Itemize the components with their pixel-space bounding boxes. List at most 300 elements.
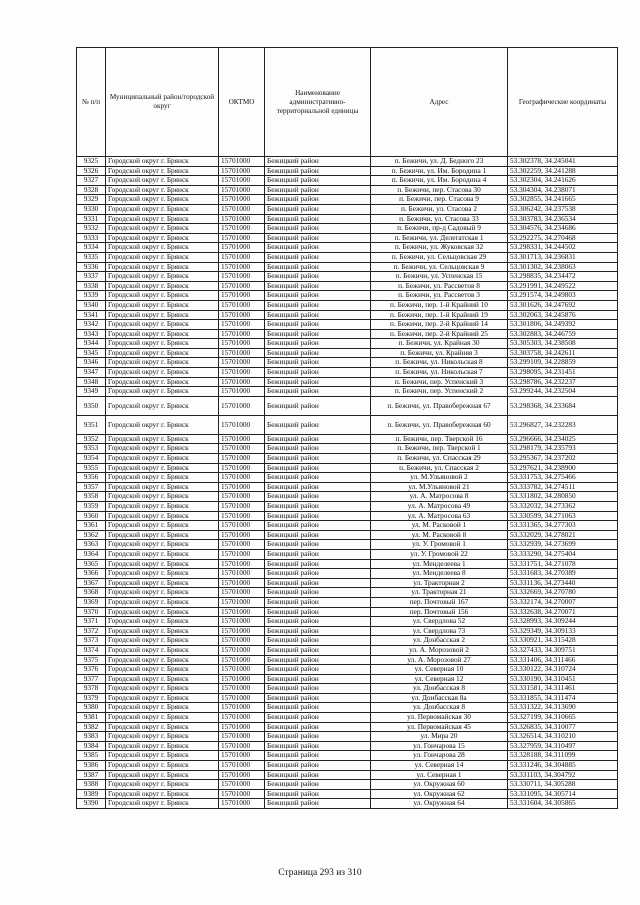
row-coordinates: 53.331365, 34.277303 [508, 521, 618, 531]
row-coordinates: 53.331246, 34.304885 [508, 761, 618, 771]
row-coordinates: 53.301806, 34.249392 [508, 320, 618, 330]
row-oktmo: 15701000 [219, 655, 265, 665]
row-number: 9349 [77, 387, 106, 397]
row-number: 9348 [77, 377, 106, 387]
row-oktmo: 15701000 [219, 339, 265, 349]
row-district: Городской округ г. Брянск [106, 377, 219, 387]
table-row [77, 214, 618, 224]
table-row [77, 713, 618, 723]
row-admin-unit: Бежицкий район [265, 252, 371, 262]
table-row [77, 243, 618, 253]
row-coordinates: 53.298331, 34.244502 [508, 243, 618, 253]
row-address: п. Бежичи, пер. Тверской 1 [371, 444, 508, 454]
row-number: 9354 [77, 454, 106, 464]
row-coordinates: 53.303783, 34.236534 [508, 214, 618, 224]
row-number: 9381 [77, 713, 106, 723]
row-address: ул. Мира 20 [371, 732, 508, 742]
row-number: 9363 [77, 540, 106, 550]
row-coordinates: 53.302855, 34.241665 [508, 195, 618, 205]
table-row [77, 396, 618, 415]
table-row [77, 521, 618, 531]
row-district: Городской округ г. Брянск [106, 492, 219, 502]
row-number: 9343 [77, 329, 106, 339]
row-coordinates: 53.291991, 34.249522 [508, 281, 618, 291]
row-coordinates: 53.330921, 34.315428 [508, 636, 618, 646]
table-row [77, 645, 618, 655]
row-address: ул. Тракторная 2 [371, 578, 508, 588]
row-admin-unit: Бежицкий район [265, 415, 371, 434]
row-coordinates: 53.332174, 34.270007 [508, 597, 618, 607]
table-row [77, 185, 618, 195]
row-admin-unit: Бежицкий район [265, 272, 371, 282]
row-coordinates: 53.296827, 34.232283 [508, 415, 618, 434]
page-number: Страница 293 из 310 [278, 868, 362, 878]
row-address: ул. А. Морозовой 27 [371, 655, 508, 665]
row-oktmo: 15701000 [219, 789, 265, 799]
row-number: 9385 [77, 751, 106, 761]
row-district: Городской округ г. Брянск [106, 530, 219, 540]
row-oktmo: 15701000 [219, 281, 265, 291]
row-oktmo: 15701000 [219, 578, 265, 588]
row-number: 9370 [77, 607, 106, 617]
row-admin-unit: Бежицкий район [265, 176, 371, 186]
row-number: 9344 [77, 339, 106, 349]
row-address: п. Бежичи, ул. Успенская 15 [371, 272, 508, 282]
row-address: п. Бежичи, ул. Спасская 29 [371, 454, 508, 464]
row-oktmo: 15701000 [219, 233, 265, 243]
row-admin-unit: Бежицкий район [265, 204, 371, 214]
row-coordinates: 53.303758, 34.242611 [508, 348, 618, 358]
row-coordinates: 53.331683, 34.270389 [508, 569, 618, 579]
row-oktmo: 15701000 [219, 243, 265, 253]
table-row [77, 224, 618, 234]
table-row [77, 415, 618, 434]
row-admin-unit: Бежицкий район [265, 368, 371, 378]
row-district: Городской округ г. Брянск [106, 434, 219, 444]
row-address: ул. М. Расковой 8 [371, 530, 508, 540]
row-district: Городской округ г. Брянск [106, 703, 219, 713]
row-address: ул. Свердлова 52 [371, 617, 508, 627]
row-admin-unit: Бежицкий район [265, 789, 371, 799]
row-admin-unit: Бежицкий район [265, 214, 371, 224]
row-coordinates: 53.332032, 34.273362 [508, 502, 618, 512]
row-district: Городской округ г. Брянск [106, 300, 219, 310]
row-address: пер. Почтовый 156 [371, 607, 508, 617]
row-admin-unit: Бежицкий район [265, 530, 371, 540]
row-address: ул. Окружная 62 [371, 789, 508, 799]
table-row [77, 329, 618, 339]
row-admin-unit: Бежицкий район [265, 741, 371, 751]
row-oktmo: 15701000 [219, 176, 265, 186]
row-admin-unit: Бежицкий район [265, 339, 371, 349]
row-district: Городской округ г. Брянск [106, 176, 219, 186]
row-address: п. Бежичи, пер. Стасова 9 [371, 195, 508, 205]
row-number: 9364 [77, 549, 106, 559]
row-district: Городской округ г. Брянск [106, 387, 219, 397]
row-address: ул. А. Морозовой 2 [371, 645, 508, 655]
row-district: Городской округ г. Брянск [106, 578, 219, 588]
row-number: 9377 [77, 674, 106, 684]
row-district: Городской округ г. Брянск [106, 511, 219, 521]
row-coordinates: 53.328993, 34.309244 [508, 617, 618, 627]
row-district: Городской округ г. Брянск [106, 415, 219, 434]
row-admin-unit: Бежицкий район [265, 166, 371, 176]
row-address: п. Бежичи, ул. Д. Бедного 23 [371, 157, 508, 167]
row-number: 9332 [77, 224, 106, 234]
row-coordinates: 53.331136, 34.273440 [508, 578, 618, 588]
row-number: 9342 [77, 320, 106, 330]
row-district: Городской округ г. Брянск [106, 789, 219, 799]
register-table [76, 47, 618, 809]
table-row [77, 492, 618, 502]
table-row [77, 597, 618, 607]
row-address: ул. Донбасская 8а [371, 693, 508, 703]
row-admin-unit: Бежицкий район [265, 224, 371, 234]
row-number: 9375 [77, 655, 106, 665]
row-district: Городской округ г. Брянск [106, 626, 219, 636]
row-number: 9339 [77, 291, 106, 301]
table-row [77, 339, 618, 349]
row-number: 9357 [77, 482, 106, 492]
row-oktmo: 15701000 [219, 252, 265, 262]
row-number: 9384 [77, 741, 106, 751]
row-oktmo: 15701000 [219, 684, 265, 694]
row-oktmo: 15701000 [219, 559, 265, 569]
row-coordinates: 53.331753, 34.275466 [508, 473, 618, 483]
row-number: 9369 [77, 597, 106, 607]
row-coordinates: 53.326835, 34.310077 [508, 722, 618, 732]
row-coordinates: 53.302063, 34.245876 [508, 310, 618, 320]
row-coordinates: 53.331604, 34.305865 [508, 799, 618, 809]
row-district: Городской округ г. Брянск [106, 368, 219, 378]
row-number: 9345 [77, 348, 106, 358]
row-oktmo: 15701000 [219, 204, 265, 214]
row-coordinates: 53.302883, 34.246759 [508, 329, 618, 339]
table-row [77, 741, 618, 751]
row-oktmo: 15701000 [219, 722, 265, 732]
row-oktmo: 15701000 [219, 645, 265, 655]
row-oktmo: 15701000 [219, 463, 265, 473]
row-coordinates: 53.330190, 34.310451 [508, 674, 618, 684]
row-address: п. Бежичи, ул. Рассветов 8 [371, 281, 508, 291]
row-district: Городской округ г. Брянск [106, 166, 219, 176]
row-address: п. Бежичи, ул. Им. Бородина 4 [371, 176, 508, 186]
row-admin-unit: Бежицкий район [265, 761, 371, 771]
row-number: 9351 [77, 415, 106, 434]
row-address: ул. М.Ульяновой 2 [371, 473, 508, 483]
row-coordinates: 53.331751, 34.271078 [508, 559, 618, 569]
row-coordinates: 53.330599, 34.271063 [508, 511, 618, 521]
row-number: 9360 [77, 511, 106, 521]
row-admin-unit: Бежицкий район [265, 310, 371, 320]
row-district: Городской округ г. Брянск [106, 252, 219, 262]
table-row [77, 549, 618, 559]
row-district: Городской округ г. Брянск [106, 157, 219, 167]
row-admin-unit: Бежицкий район [265, 588, 371, 598]
row-number: 9390 [77, 799, 106, 809]
table-row [77, 588, 618, 598]
row-coordinates: 53.301713, 34.236831 [508, 252, 618, 262]
row-address: ул. Гончарова 28 [371, 751, 508, 761]
row-oktmo: 15701000 [219, 607, 265, 617]
row-district: Городской округ г. Брянск [106, 713, 219, 723]
row-admin-unit: Бежицкий район [265, 713, 371, 723]
row-coordinates: 53.333782, 34.274511 [508, 482, 618, 492]
row-district: Городской округ г. Брянск [106, 272, 219, 282]
header-oktmo: ОКТМО [219, 48, 265, 157]
row-number: 9328 [77, 185, 106, 195]
row-admin-unit: Бежицкий район [265, 243, 371, 253]
row-coordinates: 53.302378, 34.245041 [508, 157, 618, 167]
row-oktmo: 15701000 [219, 291, 265, 301]
row-number: 9325 [77, 157, 106, 167]
table-row [77, 387, 618, 397]
row-admin-unit: Бежицкий район [265, 454, 371, 464]
row-district: Городской округ г. Брянск [106, 195, 219, 205]
row-district: Городской округ г. Брянск [106, 185, 219, 195]
row-number: 9383 [77, 732, 106, 742]
table-row [77, 176, 618, 186]
row-coordinates: 53.301626, 34.247692 [508, 300, 618, 310]
row-admin-unit: Бежицкий район [265, 597, 371, 607]
row-admin-unit: Бежицкий район [265, 511, 371, 521]
row-district: Городской округ г. Брянск [106, 463, 219, 473]
row-address: ул. Окружная 64 [371, 799, 508, 809]
row-admin-unit: Бежицкий район [265, 645, 371, 655]
row-number: 9365 [77, 559, 106, 569]
row-district: Городской округ г. Брянск [106, 540, 219, 550]
row-coordinates: 53.302259, 34.241288 [508, 166, 618, 176]
row-coordinates: 53.330122, 34.310724 [508, 665, 618, 675]
row-address: ул. А. Матросова 63 [371, 511, 508, 521]
row-district: Городской округ г. Брянск [106, 549, 219, 559]
row-admin-unit: Бежицкий район [265, 521, 371, 531]
row-number: 9350 [77, 396, 106, 415]
row-number: 9373 [77, 636, 106, 646]
row-admin-unit: Бежицкий район [265, 396, 371, 415]
row-admin-unit: Бежицкий район [265, 693, 371, 703]
table-row [77, 272, 618, 282]
header-address: Адрес [371, 48, 508, 157]
row-number: 9371 [77, 617, 106, 627]
row-coordinates: 53.304304, 34.238071 [508, 185, 618, 195]
row-coordinates: 53.299244, 34.232504 [508, 387, 618, 397]
row-admin-unit: Бежицкий район [265, 387, 371, 397]
row-number: 9374 [77, 645, 106, 655]
row-oktmo: 15701000 [219, 310, 265, 320]
row-coordinates: 53.305303, 34.238508 [508, 339, 618, 349]
row-address: ул. М. Расковой 1 [371, 521, 508, 531]
row-admin-unit: Бежицкий район [265, 377, 371, 387]
row-coordinates: 53.297621, 34.238900 [508, 463, 618, 473]
row-oktmo: 15701000 [219, 396, 265, 415]
row-admin-unit: Бежицкий район [265, 722, 371, 732]
table-row [77, 377, 618, 387]
row-address: ул. Первомайская 30 [371, 713, 508, 723]
row-number: 9376 [77, 665, 106, 675]
table-row [77, 368, 618, 378]
table-row [77, 607, 618, 617]
row-oktmo: 15701000 [219, 368, 265, 378]
row-admin-unit: Бежицкий район [265, 329, 371, 339]
row-admin-unit: Бежицкий район [265, 300, 371, 310]
row-address: п. Бежичи, ул. Стасова 2 [371, 204, 508, 214]
row-number: 9353 [77, 444, 106, 454]
row-oktmo: 15701000 [219, 530, 265, 540]
row-district: Городской округ г. Брянск [106, 243, 219, 253]
row-number: 9379 [77, 693, 106, 703]
row-coordinates: 53.329349, 34.309133 [508, 626, 618, 636]
row-district: Городской округ г. Брянск [106, 444, 219, 454]
row-address: п. Бежичи, ул. Им. Бородина 1 [371, 166, 508, 176]
row-number: 9337 [77, 272, 106, 282]
row-number: 9326 [77, 166, 106, 176]
header-unit: Наименование административно-территориальной единицы [265, 48, 371, 157]
row-admin-unit: Бежицкий район [265, 770, 371, 780]
row-address: ул. Первомайская 45 [371, 722, 508, 732]
row-address: ул. У. Громовой 22 [371, 549, 508, 559]
row-address: ул. Свердлова 73 [371, 626, 508, 636]
row-district: Городской округ г. Брянск [106, 569, 219, 579]
row-district: Городской округ г. Брянск [106, 233, 219, 243]
row-number: 9358 [77, 492, 106, 502]
row-admin-unit: Бежицкий район [265, 703, 371, 713]
row-admin-unit: Бежицкий район [265, 262, 371, 272]
row-admin-unit: Бежицкий район [265, 578, 371, 588]
row-coordinates: 53.298095, 34.231451 [508, 368, 618, 378]
table-row [77, 434, 618, 444]
row-oktmo: 15701000 [219, 665, 265, 675]
row-oktmo: 15701000 [219, 703, 265, 713]
row-oktmo: 15701000 [219, 751, 265, 761]
row-number: 9382 [77, 722, 106, 732]
table-row [77, 761, 618, 771]
row-oktmo: 15701000 [219, 492, 265, 502]
row-district: Городской округ г. Брянск [106, 454, 219, 464]
row-oktmo: 15701000 [219, 588, 265, 598]
row-oktmo: 15701000 [219, 780, 265, 790]
row-number: 9330 [77, 204, 106, 214]
table-row [77, 454, 618, 464]
row-address: ул. Северная 14 [371, 761, 508, 771]
row-coordinates: 53.331103, 34.304792 [508, 770, 618, 780]
row-coordinates: 53.298368, 34.233684 [508, 396, 618, 415]
row-district: Городской округ г. Брянск [106, 329, 219, 339]
row-number: 9387 [77, 770, 106, 780]
row-oktmo: 15701000 [219, 617, 265, 627]
row-coordinates: 53.296666, 34.234025 [508, 434, 618, 444]
row-address: п. Бежичи, ул. Жуковская 32 [371, 243, 508, 253]
row-oktmo: 15701000 [219, 674, 265, 684]
row-admin-unit: Бежицкий район [265, 492, 371, 502]
row-district: Городской округ г. Брянск [106, 741, 219, 751]
table-row [77, 291, 618, 301]
row-district: Городской округ г. Брянск [106, 262, 219, 272]
row-number: 9331 [77, 214, 106, 224]
row-district: Городской округ г. Брянск [106, 521, 219, 531]
row-oktmo: 15701000 [219, 482, 265, 492]
row-admin-unit: Бежицкий район [265, 348, 371, 358]
row-oktmo: 15701000 [219, 272, 265, 282]
row-coordinates: 53.331581, 34.311461 [508, 684, 618, 694]
row-admin-unit: Бежицкий район [265, 195, 371, 205]
row-oktmo: 15701000 [219, 713, 265, 723]
row-coordinates: 53.295367, 34.237202 [508, 454, 618, 464]
row-admin-unit: Бежицкий район [265, 320, 371, 330]
row-district: Городской округ г. Брянск [106, 597, 219, 607]
table-row [77, 578, 618, 588]
row-district: Городской округ г. Брянск [106, 799, 219, 809]
row-admin-unit: Бежицкий район [265, 617, 371, 627]
header-coords: Географические координаты [508, 48, 618, 157]
row-number: 9341 [77, 310, 106, 320]
table-row [77, 195, 618, 205]
row-oktmo: 15701000 [219, 549, 265, 559]
row-admin-unit: Бежицкий район [265, 502, 371, 512]
row-coordinates: 53.331095, 34.305714 [508, 789, 618, 799]
row-address: п. Бежичи, ул. Крайняя 3 [371, 348, 508, 358]
row-district: Городской округ г. Брянск [106, 396, 219, 415]
table-row [77, 732, 618, 742]
row-coordinates: 53.292275, 34.270468 [508, 233, 618, 243]
row-admin-unit: Бежицкий район [265, 569, 371, 579]
row-oktmo: 15701000 [219, 157, 265, 167]
row-address: п. Бежичи, ул. Делегатская 1 [371, 233, 508, 243]
row-oktmo: 15701000 [219, 511, 265, 521]
row-coordinates: 53.332638, 34.270071 [508, 607, 618, 617]
row-oktmo: 15701000 [219, 444, 265, 454]
row-number: 9356 [77, 473, 106, 483]
row-address: п. Бежичи, ул. Сельцовская 9 [371, 262, 508, 272]
row-oktmo: 15701000 [219, 626, 265, 636]
table-row [77, 540, 618, 550]
row-address: п. Бежичи, пер. Тверской 16 [371, 434, 508, 444]
row-district: Городской округ г. Брянск [106, 636, 219, 646]
row-admin-unit: Бежицкий район [265, 157, 371, 167]
row-district: Городской округ г. Брянск [106, 722, 219, 732]
row-address: п. Бежичи, ул. Правобережная 60 [371, 415, 508, 434]
row-number: 9386 [77, 761, 106, 771]
row-number: 9380 [77, 703, 106, 713]
row-address: п. Бежичи, ул. Рассветов 3 [371, 291, 508, 301]
row-address: п. Бежичи, пер. Стасова 30 [371, 185, 508, 195]
row-district: Городской округ г. Брянск [106, 693, 219, 703]
table-row [77, 655, 618, 665]
row-address: ул. Северная 12 [371, 674, 508, 684]
row-number: 9378 [77, 684, 106, 694]
row-oktmo: 15701000 [219, 597, 265, 607]
row-number: 9335 [77, 252, 106, 262]
row-oktmo: 15701000 [219, 454, 265, 464]
table-row [77, 569, 618, 579]
row-address: п. Бежичи, ул. Никольская 7 [371, 368, 508, 378]
table-body [77, 157, 618, 809]
row-address: пер. Почтовый 167 [371, 597, 508, 607]
row-oktmo: 15701000 [219, 521, 265, 531]
row-admin-unit: Бежицкий район [265, 636, 371, 646]
row-address: ул. А. Матросова 49 [371, 502, 508, 512]
table-row [77, 617, 618, 627]
row-address: ул. Северная 10 [371, 665, 508, 675]
row-number: 9359 [77, 502, 106, 512]
row-coordinates: 53.328188, 34.311099 [508, 751, 618, 761]
row-oktmo: 15701000 [219, 320, 265, 330]
row-address: п. Бежичи, пер. 2-й Крайний 25 [371, 329, 508, 339]
row-district: Городской округ г. Брянск [106, 588, 219, 598]
row-admin-unit: Бежицкий район [265, 655, 371, 665]
row-district: Городской округ г. Брянск [106, 310, 219, 320]
table-row [77, 799, 618, 809]
